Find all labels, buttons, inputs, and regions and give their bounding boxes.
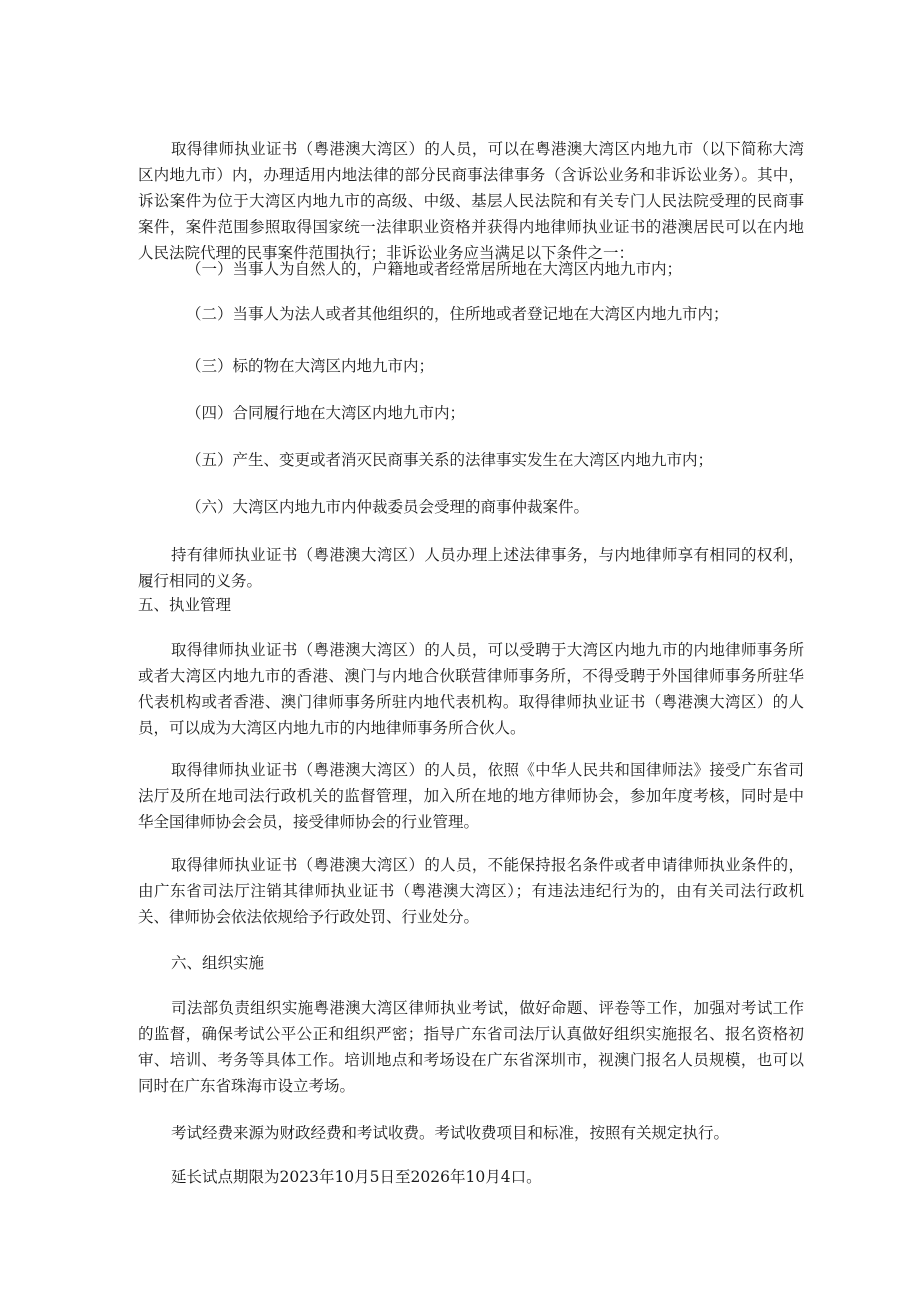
section-5-paragraph-2: 取得律师执业证书（粤港澳大湾区）的人员，依照《中华人民共和国律师法》接受广东省司法厅及所在地司法行政机关的监督管理，加入所在地的地方律师协会，参加年度考核，同时是中华全国律师协会会员，接受律师协会的行业管理。 (138, 761, 804, 831)
condition-item-6: （六）大湾区内地九市内仲裁委员会受理的商事仲裁案件。 (186, 498, 590, 516)
condition-item-3: （三）标的物在大湾区内地九市内； (186, 357, 435, 375)
section-6-heading: 六、组织实施 (171, 954, 265, 972)
condition-item-4: （四）合同履行地在大湾区内地九市内； (186, 404, 466, 422)
condition-item-5: （五）产生、变更或者消灭民商事关系的法律事实发生在大湾区内地九市内； (186, 451, 714, 469)
intro-paragraph: 取得律师执业证书（粤港澳大湾区）的人员，可以在粤港澳大湾区内地九市（以下简称大湾区内地九市）内，办理适用内地法律的部分民商事法律事务（含诉讼业务和非诉讼业务）。其中，诉讼案件为位于大湾区内地九市的高级、中级、基层人民法院和有关专门人民法院受理的民商事案件，案件范围参照取得国家统一法律职业资格并获得内地律师执业证书的港澳居民可以在内地人民法院代理的民事案件范围执行；非诉讼业务应当满足以下条件之一： (138, 140, 804, 262)
section-6-paragraph-3: 延长试点期限为2023年10月5日至2026年10月4口。 (171, 1168, 542, 1186)
section-5-paragraph-1: 取得律师执业证书（粤港澳大湾区）的人员，可以受聘于大湾区内地九市的内地律师事务所或者大湾区内地九市的香港、澳门与内地合伙联营律师事务所，不得受聘于外国律师事务所驻华代表机构或者香港、澳门律师事务所驻内地代表机构。取得律师执业证书（粤港澳大湾区）的人员，可以成为大湾区内地九市的内地律师事务所合伙人。 (138, 641, 804, 737)
section-6-paragraph-2: 考试经费来源为财政经费和考试收费。考试收费项目和标准，按照有关规定执行。 (171, 1124, 730, 1142)
rights-paragraph: 持有律师执业证书（粤港澳大湾区）人员办理上述法律事务，与内地律师享有相同的权利，履行相同的义务。 (138, 546, 804, 590)
section-6-paragraph-1: 司法部负责组织实施粤港澳大湾区律师执业考试，做好命题、评卷等工作，加强对考试工作的监督，确保考试公平公正和组织严密；指导广东省司法厅认真做好组织实施报名、报名资格初审、培训、考务等具体工作。培训地点和考场设在广东省深圳市，视澳门报名人员规模，也可以同时在广东省珠海市设立考场。 (138, 999, 804, 1095)
section-5-heading: 五、执业管理 (138, 596, 232, 614)
condition-item-2: （二）当事人为法人或者其他组织的，住所地或者登记地在大湾区内地九市内； (186, 305, 729, 323)
condition-item-1: （一）当事人为自然人的，户籍地或者经常居所地在大湾区内地九市内； (186, 260, 683, 278)
section-5-paragraph-3: 取得律师执业证书（粤港澳大湾区）的人员，不能保持报名条件或者申请律师执业条件的，由广东省司法厅注销其律师执业证书（粤港澳大湾区）；有违法违纪行为的，由有关司法行政机关、律师协会依法依规给予行政处罚、行业处分。 (138, 856, 804, 926)
